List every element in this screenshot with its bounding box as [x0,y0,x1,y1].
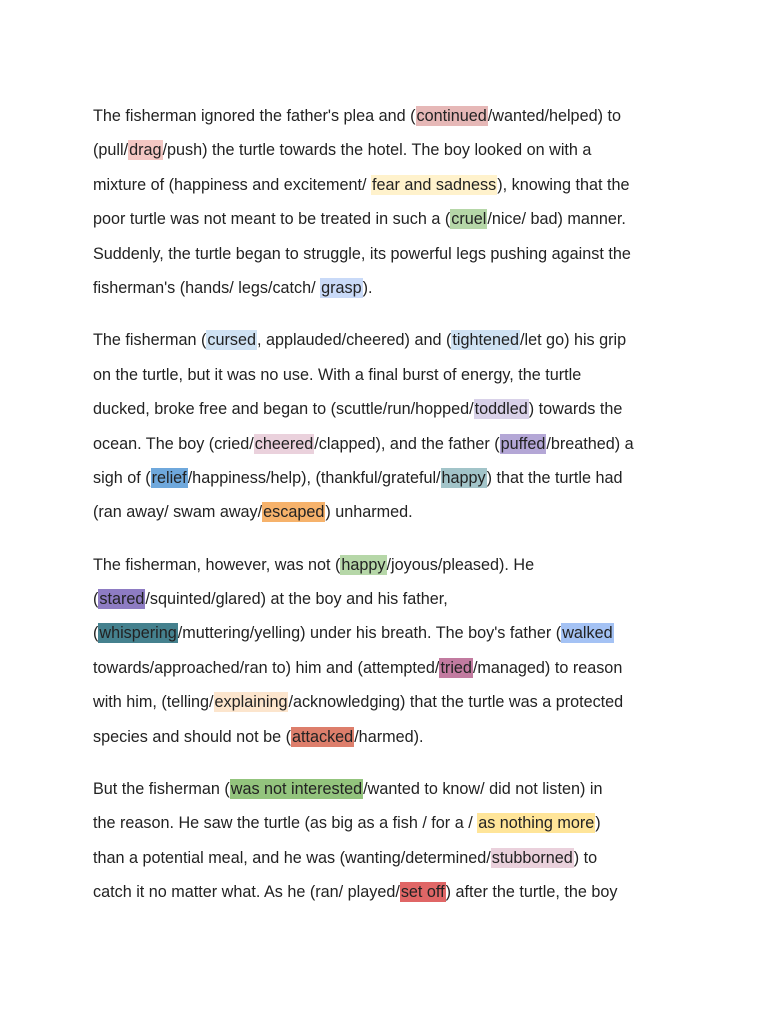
highlighted-word: tightened [452,331,519,350]
paragraph [93,772,693,910]
highlighted-word: grasp [321,278,362,297]
text-segment: /breathed) a [546,434,634,453]
text-segment: ) after the turtle, the boy [445,883,618,902]
highlighted-word: cruel [451,210,487,229]
text-segment: ( [93,590,99,609]
text-line [93,461,693,495]
text-segment: , applauded/cheered) and ( [256,331,452,350]
text-segment: /wanted/helped) to [487,107,621,125]
text-segment: /clapped), and the father ( [314,434,500,453]
text-line [93,651,693,685]
text-segment: /happiness/help), (thankful/grateful/ [187,468,441,487]
highlighted-word: puffed [500,434,546,453]
text-segment: (ran away/ swam away/ [93,503,263,522]
text-segment: The fisherman ( [93,331,207,350]
text-segment: ( [93,624,99,643]
text-segment: /let go) his grip [519,331,627,350]
text-segment: /nice/ bad) manner. [487,210,626,229]
text-line [93,392,693,426]
paragraph [93,323,693,529]
text-line [93,582,693,616]
highlighted-word: stared [99,590,145,609]
text-line [93,323,693,357]
text-segment: /wanted to know/ did not listen) in [363,780,603,799]
text-segment: ) unharmed. [325,503,413,522]
text-segment: ) to [573,848,598,867]
highlighted-word: happy [441,468,486,487]
text-line [93,685,693,719]
text-line [93,806,693,840]
highlighted-word: continued [416,107,487,125]
text-segment: The fisherman ignored the father's plea and ( [93,107,416,125]
text-line [93,271,693,305]
highlighted-word: happy [341,555,386,574]
text-segment: ) that the turtle had [486,468,623,487]
highlighted-word: attacked [291,727,354,746]
text-segment: the reason. He saw the turtle (as big as a fish / for a / [93,814,478,833]
text-segment: than a potential meal, and he was (wanting/determined/ [93,848,491,867]
text-line [93,358,693,392]
text-line [93,495,693,529]
document-page [93,99,693,928]
text-line [93,237,693,271]
text-segment: /managed) to reason [472,658,623,677]
highlighted-word: escaped [263,503,325,522]
text-segment: /muttering/yelling) under his breath. The boy's father ( [177,624,562,643]
text-segment: /joyous/pleased). He [386,555,535,574]
text-line [93,427,693,461]
highlighted-word: set off [400,883,445,902]
highlighted-word: tried [440,658,472,677]
text-segment: poor turtle was not meant to be treated in such a ( [93,210,451,229]
highlighted-word: drag [129,141,162,160]
text-segment: with him, (telling/ [93,693,214,712]
highlighted-word: stubborned [491,848,573,867]
text-segment: /harmed). [354,727,424,746]
highlighted-word: cursed [207,331,256,350]
highlighted-word: fear and sadness [372,175,497,194]
text-segment: But the fisherman ( [93,780,230,799]
text-line [93,168,693,202]
highlighted-word: cheered [254,434,314,453]
text-line [93,772,693,806]
text-segment: ) towards the [528,400,623,419]
text-line [93,133,693,167]
text-segment: towards/approached/ran to) him and (attempted/ [93,658,440,677]
text-line [93,99,693,133]
text-segment: ducked, broke free and began to (scuttle/run/hopped/ [93,400,474,419]
text-segment: (pull/ [93,141,129,160]
text-line [93,841,693,875]
highlighted-word: explaining [214,693,288,712]
text-line [93,720,693,754]
text-segment: ) [595,814,601,833]
text-segment: /acknowledging) that the turtle was a protected [288,693,624,712]
paragraph [93,548,693,754]
paragraph [93,99,693,305]
text-segment: ). [362,278,373,297]
text-segment: species and should not be ( [93,727,291,746]
highlighted-word: relief [151,468,187,487]
highlighted-word: whispering [99,624,177,643]
text-line [93,875,693,909]
text-segment: /push) the turtle towards the hotel. The boy looked on with a [162,141,592,160]
text-segment: Suddenly, the turtle began to struggle, its powerful legs pushing against the [93,244,631,263]
highlighted-word: was not interested [230,780,363,799]
text-segment: ocean. The boy (cried/ [93,434,254,453]
text-segment: on the turtle, but it was no use. With a final burst of energy, the turtle [93,365,582,384]
text-segment: ), knowing that the [497,175,630,194]
highlighted-word: toddled [474,400,528,419]
text-segment: sigh of ( [93,468,151,487]
text-segment: mixture of (happiness and excitement/ [93,175,372,194]
text-line [93,616,693,650]
text-line [93,548,693,582]
text-segment: The fisherman, however, was not ( [93,555,341,574]
text-segment: fisherman's (hands/ legs/catch/ [93,278,321,297]
text-segment: catch it no matter what. As he (ran/ played/ [93,883,400,902]
text-segment: /squinted/glared) at the boy and his father, [145,590,448,609]
text-line [93,202,693,236]
highlighted-word: walked [562,624,613,643]
highlighted-word: as nothing more [478,814,595,833]
